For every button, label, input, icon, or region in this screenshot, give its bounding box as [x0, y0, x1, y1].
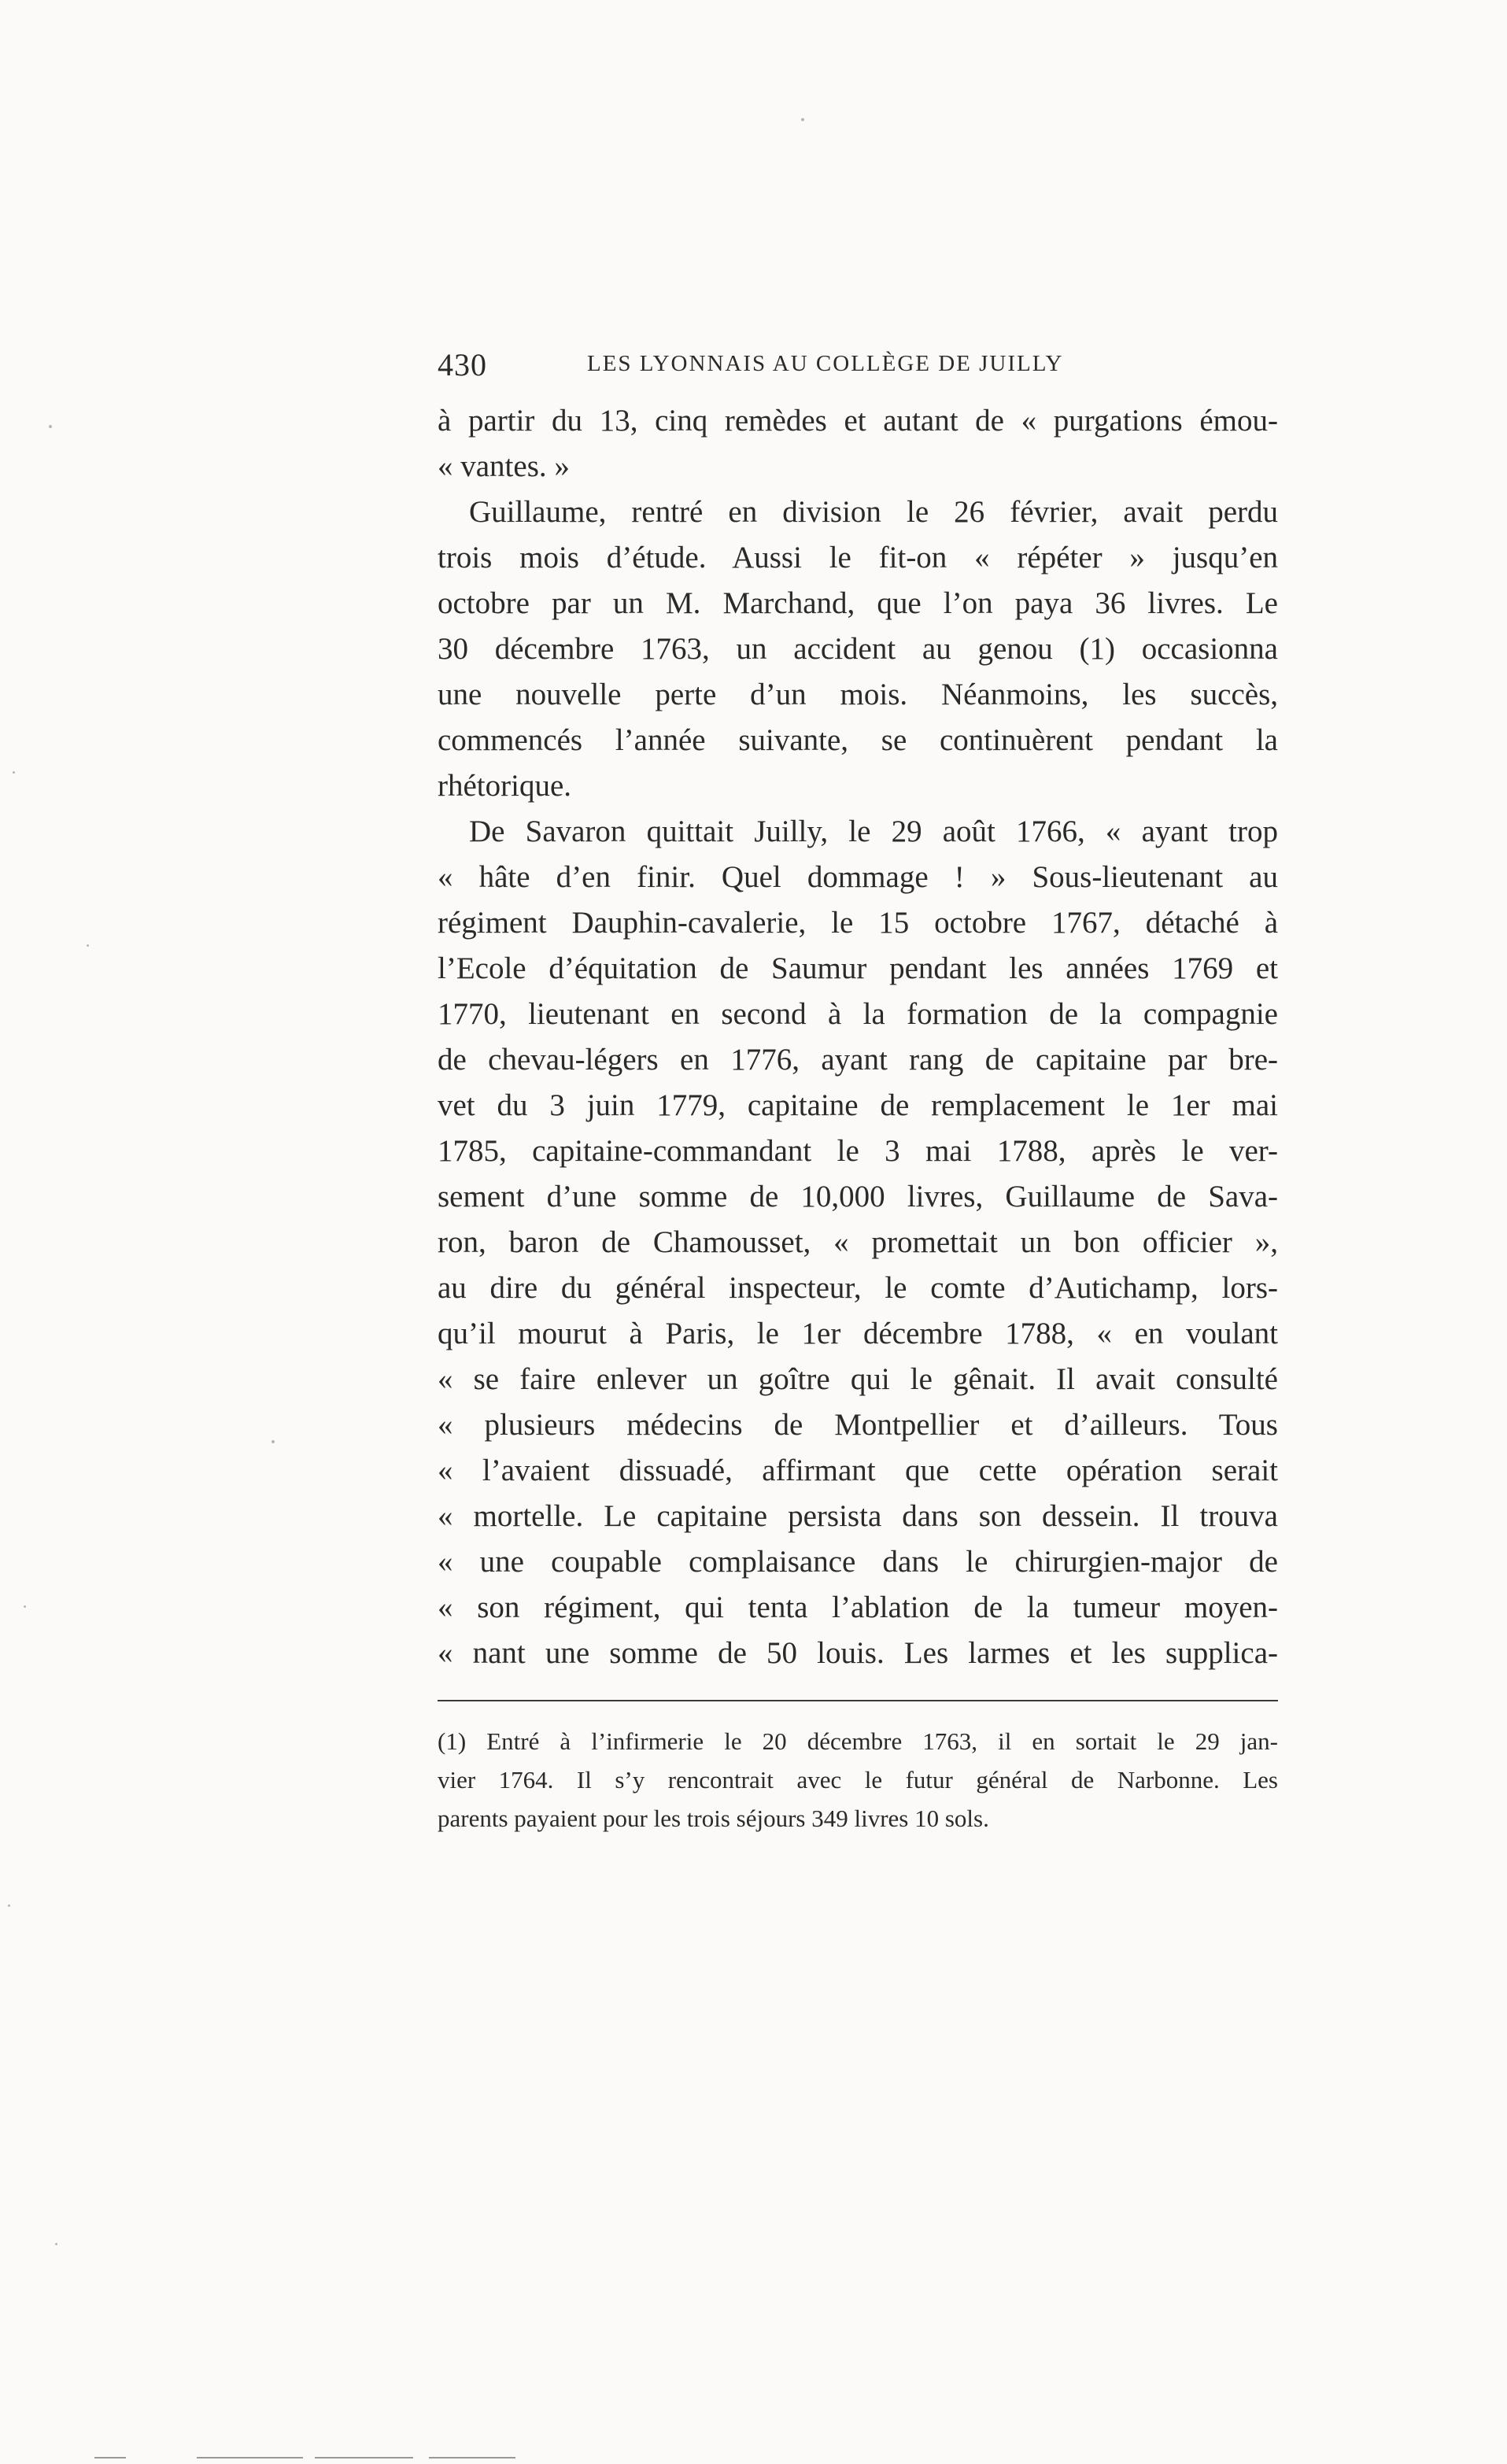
scan-edge-mark	[94, 2457, 126, 2458]
footnote-line: parents payaient pour les trois séjours 349 livres 10 sols.	[438, 1805, 989, 1832]
text-line: sement d’une somme de 10,000 livres, Guillaume de Sava-	[438, 1180, 1278, 1214]
footnote-line: vier 1764. Il s’y rencontrait avec le futur général de Narbonne. Les	[438, 1766, 1278, 1794]
text-line: au dire du général inspecteur, le comte d’Autichamp, lors-	[438, 1271, 1278, 1305]
text-line: régiment Dauphin-cavalerie, le 15 octobre 1767, détaché à	[438, 906, 1278, 940]
scan-edge-mark	[429, 2457, 515, 2458]
text-line: 30 décembre 1763, un accident au genou (1) occasionna	[438, 632, 1278, 666]
scan-speck	[801, 118, 804, 121]
text-line: 1785, capitaine-commandant le 3 mai 1788, après le ver-	[438, 1134, 1278, 1168]
text-line: « l’avaient dissuadé, affirmant que cette opération serait	[438, 1454, 1278, 1487]
text-line: l’Ecole d’équitation de Saumur pendant les années 1769 et	[438, 951, 1278, 985]
page-number: 430	[438, 347, 487, 382]
text-line: « vantes. »	[438, 449, 570, 483]
body-text	[438, 398, 1278, 1676]
text-line: de chevau-légers en 1776, ayant rang de capitaine par bre-	[438, 1043, 1278, 1077]
scan-speck	[271, 1440, 275, 1443]
scan-speck	[55, 2243, 57, 2245]
text-line: vet du 3 juin 1779, capitaine de remplacement le 1er mai	[438, 1088, 1278, 1122]
text-line: « une coupable complaisance dans le chirurgien-major de	[438, 1545, 1278, 1579]
scan-speck	[24, 1605, 26, 1608]
text-line: « hâte d’en finir. Quel dommage ! » Sous-lieutenant au	[438, 860, 1278, 894]
running-head	[438, 346, 1278, 393]
book-page	[438, 346, 1278, 1838]
footnote-divider	[438, 1700, 1278, 1701]
running-title: LES LYONNAIS AU COLLÈGE DE JUILLY	[587, 351, 1064, 376]
text-line: qu’il mourut à Paris, le 1er décembre 1788, « en voulant	[438, 1317, 1278, 1350]
text-line: à partir du 13, cinq remèdes et autant de « purgations émou-	[438, 404, 1278, 438]
footnote-line: (1) Entré à l’infirmerie le 20 décembre 1763, il en sortait le 29 jan-	[438, 1727, 1278, 1755]
text-line: « son régiment, qui tenta l’ablation de la tumeur moyen-	[438, 1590, 1278, 1624]
scan-speck	[87, 944, 89, 947]
scan-edge-mark	[315, 2457, 413, 2458]
text-line: De Savaron quittait Juilly, le 29 août 1766, « ayant trop	[469, 815, 1278, 848]
text-line: une nouvelle perte d’un mois. Néanmoins, les succès,	[438, 678, 1278, 711]
text-line: rhétorique.	[438, 769, 572, 803]
text-line: 1770, lieutenant en second à la formation de la compagnie	[438, 997, 1278, 1031]
text-line: octobre par un M. Marchand, que l’on paya 36 livres. Le	[438, 586, 1278, 620]
scan-speck	[8, 1904, 10, 1907]
text-line: « mortelle. Le capitaine persista dans son dessein. Il trouva	[438, 1499, 1278, 1533]
text-line: trois mois d’étude. Aussi le fit-on « répéter » jusqu’en	[438, 541, 1278, 574]
scan-edge-mark	[197, 2457, 303, 2458]
text-line: Guillaume, rentré en division le 26 février, avait perdu	[469, 495, 1278, 529]
footnote	[438, 1722, 1278, 1838]
text-line: « plusieurs médecins de Montpellier et d’ailleurs. Tous	[438, 1408, 1278, 1442]
scan-speck	[13, 771, 15, 774]
text-line: « nant une somme de 50 louis. Les larmes et les supplica-	[438, 1636, 1278, 1670]
scan-speck	[49, 425, 52, 428]
text-line: commencés l’année suivante, se continuèrent pendant la	[438, 723, 1278, 757]
text-line: ron, baron de Chamousset, « promettait un bon officier »,	[438, 1225, 1278, 1259]
text-line: « se faire enlever un goître qui le gênait. Il avait consulté	[438, 1362, 1278, 1396]
